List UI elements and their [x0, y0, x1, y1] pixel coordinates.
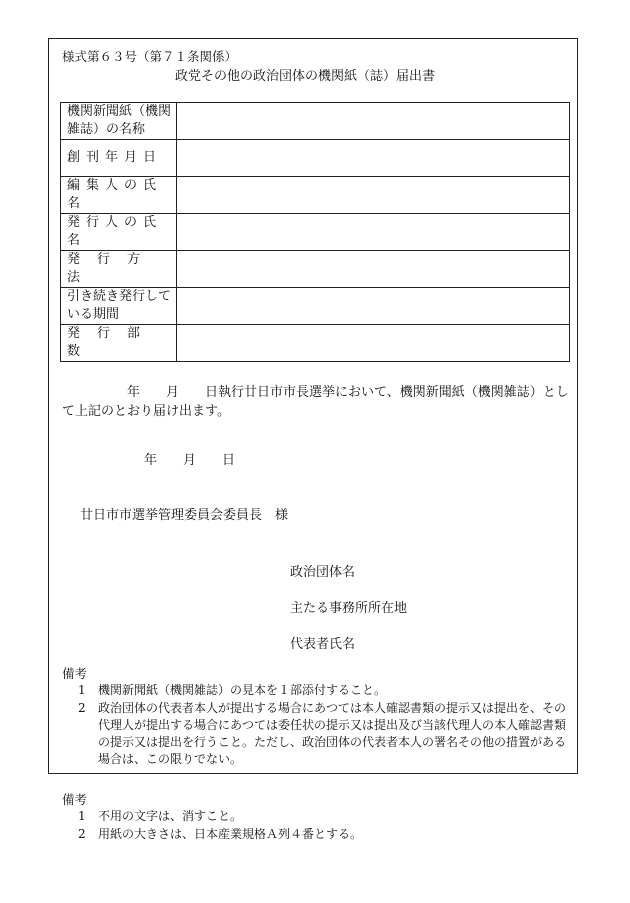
field-value-publication-name[interactable]	[177, 103, 570, 140]
field-label-publication-name: 機関新聞紙（機関雑誌）の名称	[61, 103, 177, 140]
table-row	[61, 214, 570, 251]
field-label-publisher-name: 発行人の氏名	[61, 214, 177, 251]
note-text: 不用の文字は、消すこと。	[98, 809, 243, 823]
table-row	[61, 325, 570, 362]
table-row	[61, 103, 570, 140]
note-text: 用紙の大きさは、日本産業規格Ａ列４番とする。	[98, 827, 363, 841]
field-label-editor-name: 編集人の氏名	[61, 177, 177, 214]
field-value-publishing-method[interactable]	[177, 251, 570, 288]
table-row	[61, 288, 570, 325]
inner-notes-heading: 備考	[62, 666, 88, 681]
field-value-circulation[interactable]	[177, 325, 570, 362]
fields-table	[60, 102, 570, 362]
field-value-continuous-period[interactable]	[177, 288, 570, 325]
field-value-editor-name[interactable]	[177, 177, 570, 214]
form-number: 様式第６３号（第７１条関係）	[62, 49, 238, 64]
org-name-label: 政治団体名	[290, 565, 356, 580]
form-title: 政党その他の政治団体の機関紙（誌）届出書	[175, 69, 436, 84]
field-label-publishing-method: 発行方法	[61, 251, 177, 288]
field-label-first-issue-date: 創刊年月日	[61, 140, 177, 177]
outer-note-2	[78, 826, 568, 843]
declaration-statement: 年 月 日執行廿日市市長選挙において、機関新聞紙（機関雑誌）として上記のとおり届け出ます。	[62, 385, 569, 419]
inner-note-2	[78, 700, 568, 768]
field-value-first-issue-date[interactable]	[177, 140, 570, 177]
note-number: 2	[78, 701, 86, 715]
note-text: 政治団体の代表者本人が提出する場合にあつては本人確認書類の提示又は提出を、その代理人が提出する場合にあつては委任状の提示又は提出及び当該代理人の本人確認書類の提示又は提出を行うこと。ただし、政治団体の代表者本人の署名その他の措置がある場合は、この限りでない。	[98, 701, 567, 766]
inner-note-1	[78, 682, 568, 699]
outer-note-1	[78, 808, 568, 825]
field-label-continuous-period: 引き続き発行している期間	[61, 288, 177, 325]
submission-date: 年 月 日	[144, 453, 236, 468]
addressee: 廿日市市選挙管理委員会委員長 様	[80, 508, 289, 523]
office-address-label: 主たる事務所所在地	[290, 601, 408, 616]
outer-notes-heading: 備考	[62, 792, 88, 807]
representative-name-label: 代表者氏名	[290, 637, 356, 652]
field-value-publisher-name[interactable]	[177, 214, 570, 251]
note-number: 2	[78, 827, 86, 841]
table-row	[61, 177, 570, 214]
field-label-circulation: 発行部数	[61, 325, 177, 362]
note-text: 機関新聞紙（機関雑誌）の見本を１部添付すること。	[98, 683, 387, 697]
note-number: 1	[78, 809, 86, 823]
table-row	[61, 251, 570, 288]
note-number: 1	[78, 683, 86, 697]
table-row	[61, 140, 570, 177]
